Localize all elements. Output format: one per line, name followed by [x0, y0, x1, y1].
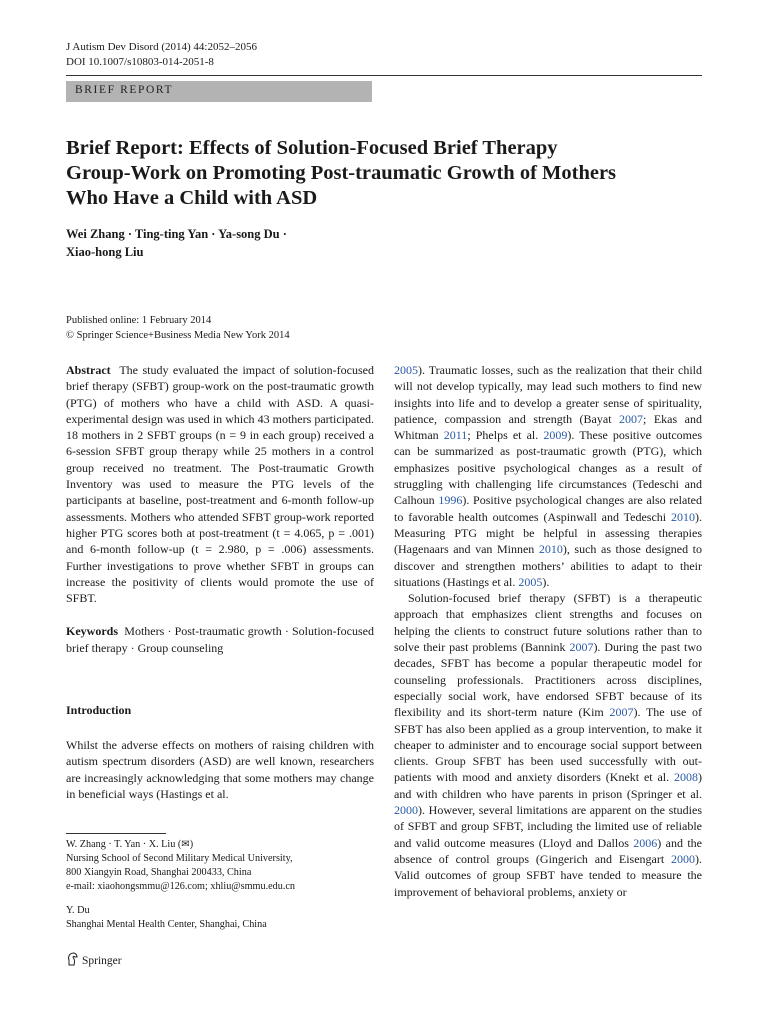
title-line-1: Brief Report: Effects of Solution-Focused Brief Therapy: [66, 137, 558, 159]
keywords: [66, 623, 374, 656]
publisher-footer: [66, 952, 122, 969]
citation-link[interactable]: 2007: [619, 411, 644, 426]
citation-link[interactable]: 2007: [609, 705, 634, 720]
copyright: © Springer Science+Business Media New York 2014: [66, 330, 290, 341]
citation-link[interactable]: 2005: [394, 363, 418, 377]
article-type-banner: [66, 81, 372, 102]
citation-link[interactable]: 2006: [633, 835, 658, 850]
abstract: [66, 362, 374, 606]
body-text: ). However, several limitations are apparent on the studies of SFBT and group SFBT, including the limited use of reliable and valid outcome measures (Lloyd and Dallos: [394, 803, 702, 850]
citation-link[interactable]: 2000: [671, 851, 695, 866]
footnote-authors: W. Zhang · T. Yan · X. Liu (✉): [66, 839, 194, 850]
doi: DOI 10.1007/s10803-014-2051-8: [66, 56, 214, 68]
author-list: [66, 225, 466, 261]
abstract-label: Abstract: [66, 363, 111, 377]
body-text: ; Phelps et al.: [467, 428, 544, 443]
citation-link[interactable]: 2010: [538, 542, 563, 557]
published-date: Published online: 1 February 2014: [66, 315, 212, 326]
body-text: ), such as those designed to discover and strengthen mothers’ abilities to adapt to their situations (Hastings et al.: [394, 542, 702, 589]
author-footnote: [66, 838, 374, 932]
body-text: ). Measuring PTG might be helpful in assessing therapies (Hagenaars and van Minnen: [394, 509, 702, 557]
authors-line-1: Wei Zhang · Ting-ting Yan · Ya-song Du ·: [66, 227, 287, 241]
journal-citation: J Autism Dev Disord (2014) 44:2052–2056: [66, 41, 257, 53]
citation-link[interactable]: 1996: [438, 493, 463, 508]
citation-link[interactable]: 2010: [671, 509, 695, 524]
body-text: ). The use of SFBT has also been applied as a group intervention, to make it cheaper to administer and to encourage social support between clients. Group SFBT has been used successfully with out-patients with mood and anxiety disorders (Knekt et al.: [394, 705, 702, 785]
body-text: ). Traumatic losses, such as the realization that their child will not develop typically, may lead such mothers to find new insights into life and to develop a greater sense of spirituality, patience, compassion and strength (Bayat: [394, 363, 702, 426]
right-column: [394, 362, 702, 900]
body-text: ; Ekas and Whitman: [394, 411, 702, 443]
body-text: ). Positive psychological changes are also related to favorable health outcomes (Aspinwall and Tedeschi: [394, 493, 702, 524]
citation-link[interactable]: 2008: [674, 770, 698, 785]
title-line-3: Who Have a Child with ASD: [66, 187, 318, 209]
body-text: ) and with children who have parents in prison (Springer et al.: [394, 770, 702, 801]
article-type-label: BRIEF REPORT: [75, 84, 174, 96]
header-rule: [66, 75, 702, 76]
intro-paragraph-1: Whilst the adverse effects on mothers of raising children with autism spectrum disorders (ASD) are well known, researchers are increasingly acknowledging that some mothers may change in beneficial ways (Hastings et al.: [66, 738, 374, 801]
journal-header: [66, 40, 257, 70]
footnote-affiliation-1: Nursing School of Second Military Medical University,: [66, 853, 293, 864]
left-column: [66, 362, 374, 656]
article-title: [66, 136, 706, 211]
body-text: ). During the past two decades, SFBT has become a popular therapeutic model for counseling professionals. Practitioners across disciplines, especially social work, have endorsed SFBT because of its flexibility and its short-term nature (Kim: [394, 640, 702, 720]
authors-line-2: Xiao-hong Liu: [66, 245, 144, 259]
title-line-2: Group-Work on Promoting Post-traumatic Growth of Mothers: [66, 162, 617, 184]
footnote-author-2: Y. Du: [66, 905, 90, 916]
right-paragraph-1: [394, 362, 702, 590]
citation-link[interactable]: 2000: [394, 803, 418, 818]
springer-horse-icon: [66, 952, 79, 969]
body-text: Solution-focused brief therapy (SFBT) is a therapeutic approach that emphasizes client strengths and focuses on helping the clients to construct future solutions rather than to solve their past problems (Bannink: [394, 591, 702, 655]
body-text: ). Valid outcomes of group SFBT have tended to measure the improvement of behavioral problems, anxiety or: [394, 851, 702, 899]
footnote-affiliation-2: Shanghai Mental Health Center, Shanghai, China: [66, 919, 267, 930]
citation-link[interactable]: 2009: [543, 428, 568, 443]
footnote-rule: [66, 833, 166, 834]
introduction-heading: Introduction: [66, 703, 132, 717]
body-text: ).: [542, 574, 550, 589]
body-text: ) and the absence of control groups (Gingerich and Eisengart: [394, 835, 703, 866]
citation-link[interactable]: 2007: [569, 640, 594, 655]
citation-link[interactable]: 2005: [518, 574, 543, 589]
right-paragraph-2: [394, 590, 702, 900]
footnote-email: e-mail: xiaohongsmmu@126.com; xhliu@smmu.edu.cn: [66, 881, 295, 892]
citation-link[interactable]: 2011: [443, 428, 468, 443]
body-text: ). These positive outcomes can be summarized as post-traumatic growth (PTG), which emphasizes positive psychological changes as a result of struggling with challenging life circumstances (Tedeschi and Calhoun: [394, 428, 703, 508]
abstract-text: The study evaluated the impact of solution-focused brief therapy (SFBT) group-work on the post-traumatic growth (PTG) of mothers who have a child with ASD. A quasi-experimental design was used in which 43 mothers participated. 18 mothers in 2 SFBT groups (n = 9 in each group) received a 6-session SFBT group therapy while 25 mothers in a control group received no treatment. The Post-traumatic Growth Inventory was used to measure the PTG levels of the participants at baseline, post-treatment and 6-month follow-up assessments. Mothers who attended SFBT group-work reported higher PTG scores both at post-treatment (t = 4.065, p = .001) and 6-month follow-up (t = 2.980, p = .006) assessments. Further investigations to prove whether SFBT in groups can increase the positivity of clients would promote the use of SFBT.: [66, 363, 374, 606]
keywords-text: Mothers · Post-traumatic growth · Solution-focused brief therapy · Group counseling: [66, 624, 374, 655]
footnote-address-1: 800 Xiangyin Road, Shanghai 200433, China: [66, 867, 252, 878]
publisher-name: Springer: [82, 954, 122, 967]
introduction-paragraph: [66, 737, 374, 802]
publication-info: [66, 313, 290, 343]
keywords-label: Keywords: [66, 624, 118, 639]
